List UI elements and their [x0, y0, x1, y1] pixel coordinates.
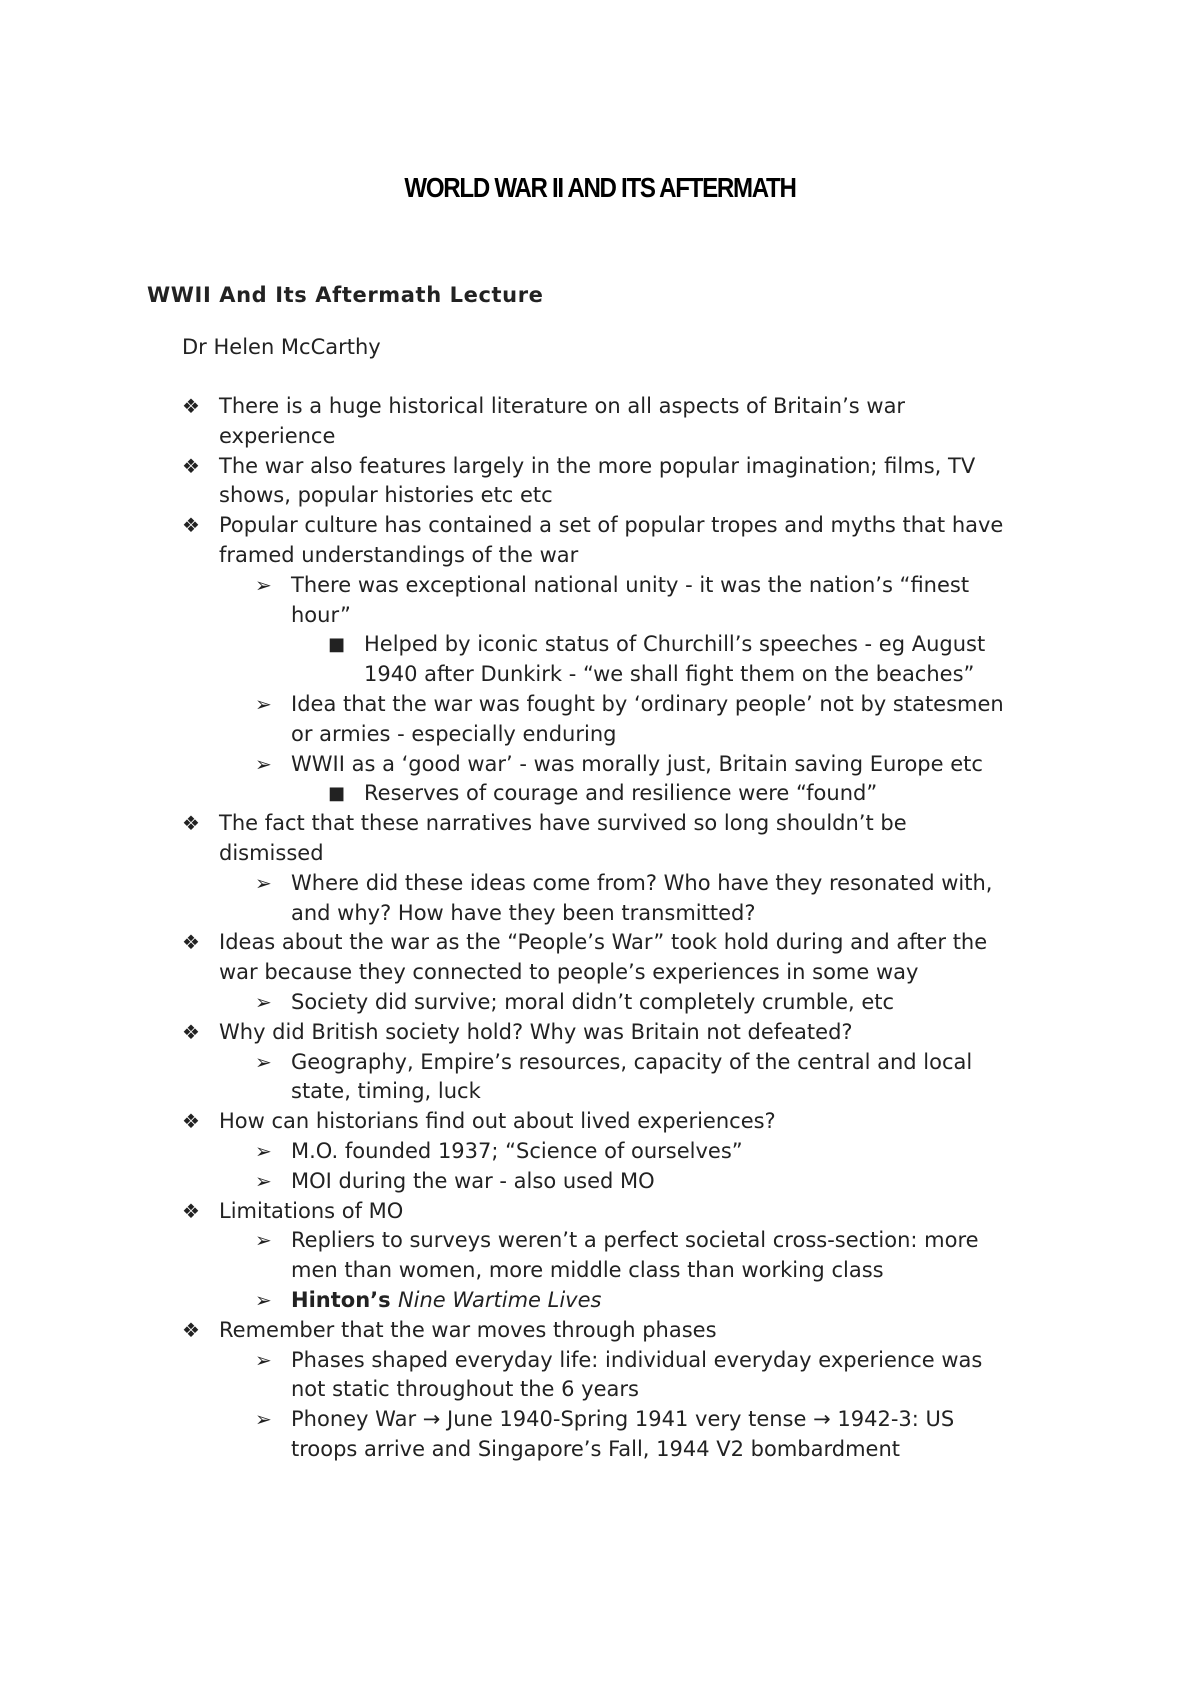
note-text-line: Helped by iconic status of Churchill’s speeches - eg August	[364, 632, 986, 657]
note-text-line: WWII as a ‘good war’ - was morally just, Britain saving Europe etc	[291, 751, 983, 776]
note-text-line: M.O. founded 1937; “Science of ourselves”	[291, 1138, 743, 1163]
note-text-line: framed understandings of the war	[219, 542, 579, 567]
bullet-icon: ➢	[255, 1138, 272, 1163]
lecture-notes-list	[0, 392, 1200, 1465]
note-text-line: There was exceptional national unity - it was the nation’s “finest	[291, 572, 970, 597]
note-text-line: The fact that these narratives have survived so long shouldn’t be	[219, 811, 907, 836]
bullet-icon: ■	[328, 634, 346, 656]
note-text-line: How can historians find out about lived experiences?	[219, 1109, 776, 1134]
note-item-level3	[0, 630, 1200, 690]
bullet-icon: ➢	[255, 1049, 272, 1074]
note-item-level2	[0, 1137, 1200, 1167]
note-item-level2	[0, 1346, 1200, 1406]
note-item-level1	[0, 809, 1200, 869]
bullet-icon: ➢	[255, 989, 272, 1014]
bullet-icon: ❖	[182, 930, 200, 955]
bullet-icon: ❖	[182, 394, 200, 418]
note-text-line: Geography, Empire’s resources, capacity of the central and local	[291, 1049, 973, 1074]
bullet-icon: ❖	[182, 1317, 200, 1342]
note-text-line: state, timing, luck	[291, 1079, 481, 1104]
note-text-line: Idea that the war was fought by ‘ordinary people’ not by statesmen	[291, 691, 1004, 716]
note-text-line: There is a huge historical literature on all aspects of Britain’s war	[219, 394, 906, 418]
note-text-line	[0, 1286, 1200, 1316]
note-text-line: and why? How have they been transmitted?	[291, 900, 756, 925]
bullet-icon: ❖	[182, 1019, 200, 1044]
bullet-icon: ➢	[255, 691, 272, 716]
note-text-line: Phases shaped everyday life: individual everyday experience was	[291, 1347, 983, 1372]
note-item-level2	[0, 1286, 1200, 1316]
note-item-level2	[0, 1167, 1200, 1197]
note-item-level1	[0, 452, 1200, 512]
note-text-line: The war also features largely in the more popular imagination; films, TV	[219, 453, 976, 478]
note-text-line: men than women, more middle class than working class	[291, 1258, 884, 1283]
bullet-icon: ➢	[255, 1228, 272, 1253]
note-item-level1	[0, 1107, 1200, 1137]
author-name: Hinton’s	[291, 1287, 398, 1312]
note-item-level2	[0, 1226, 1200, 1286]
bullet-icon: ➢	[255, 572, 272, 597]
bullet-icon: ➢	[255, 1407, 272, 1432]
note-text-line: Why did British society hold? Why was Britain not defeated?	[219, 1019, 853, 1044]
note-item-level2	[0, 869, 1200, 929]
note-item-level1	[0, 511, 1200, 571]
note-text-line: Society did survive; moral didn’t completely crumble, etc	[291, 989, 895, 1014]
bullet-icon: ❖	[182, 513, 200, 538]
note-text-line: MOI during the war - also used MO	[291, 1168, 655, 1193]
note-text-line: troops arrive and Singapore’s Fall, 1944 V2 bombardment	[291, 1436, 900, 1461]
note-text-line: experience	[219, 423, 336, 448]
book-title: Nine Wartime Lives	[397, 1287, 602, 1312]
note-item-level1	[0, 1018, 1200, 1048]
note-text-line: or armies - especially enduring	[291, 721, 617, 746]
note-item-level2	[0, 750, 1200, 780]
bullet-icon: ■	[328, 783, 346, 805]
bullet-icon: ➢	[255, 751, 272, 776]
note-text-line: Popular culture has contained a set of popular tropes and myths that have	[219, 513, 1004, 538]
note-item-level2	[0, 1048, 1200, 1108]
note-text-line: dismissed	[219, 840, 324, 865]
bullet-icon: ❖	[182, 453, 200, 478]
note-text-line: Limitations of MO	[219, 1198, 404, 1223]
note-item-level1	[0, 928, 1200, 988]
bullet-icon: ➢	[255, 1168, 272, 1193]
bullet-icon: ➢	[255, 870, 272, 895]
note-item-level2	[0, 988, 1200, 1018]
note-text-line: not static throughout the 6 years	[291, 1377, 639, 1402]
note-item-level1	[0, 392, 1200, 452]
lecturer-name: Dr Helen McCarthy	[182, 335, 381, 359]
note-text-line: Repliers to surveys weren’t a perfect societal cross-section: more	[291, 1228, 979, 1253]
note-text-line: 1940 after Dunkirk - “we shall fight them on the beaches”	[364, 662, 975, 687]
note-text-line: shows, popular histories etc etc	[219, 483, 553, 508]
bullet-icon: ➢	[255, 1287, 272, 1312]
note-item-level2	[0, 1405, 1200, 1465]
document-title: WORLD WAR II AND ITS AFTERMATH	[404, 172, 796, 203]
note-text-line: Where did these ideas come from? Who have they resonated with,	[291, 870, 993, 895]
note-item-level2	[0, 571, 1200, 631]
note-text-line: Ideas about the war as the “People’s War” took hold during and after the	[219, 930, 988, 955]
bullet-icon: ❖	[182, 811, 200, 836]
bullet-icon: ➢	[255, 1347, 272, 1372]
note-text-line: Remember that the war moves through phases	[219, 1317, 717, 1342]
note-text-line: Reserves of courage and resilience were “found”	[364, 781, 878, 806]
bullet-icon: ❖	[182, 1198, 200, 1223]
bullet-icon: ❖	[182, 1109, 200, 1134]
note-text-line: Phoney War → June 1940-Spring 1941 very tense → 1942-3: US	[291, 1407, 955, 1432]
note-item-level1	[0, 1197, 1200, 1227]
note-text-line: hour”	[291, 602, 351, 627]
lecture-heading: WWII And Its Aftermath Lecture	[147, 283, 544, 307]
note-text-line: war because they connected to people’s experiences in some way	[219, 960, 919, 985]
note-item-level1	[0, 1316, 1200, 1346]
note-item-level2	[0, 690, 1200, 750]
note-item-level3	[0, 779, 1200, 809]
